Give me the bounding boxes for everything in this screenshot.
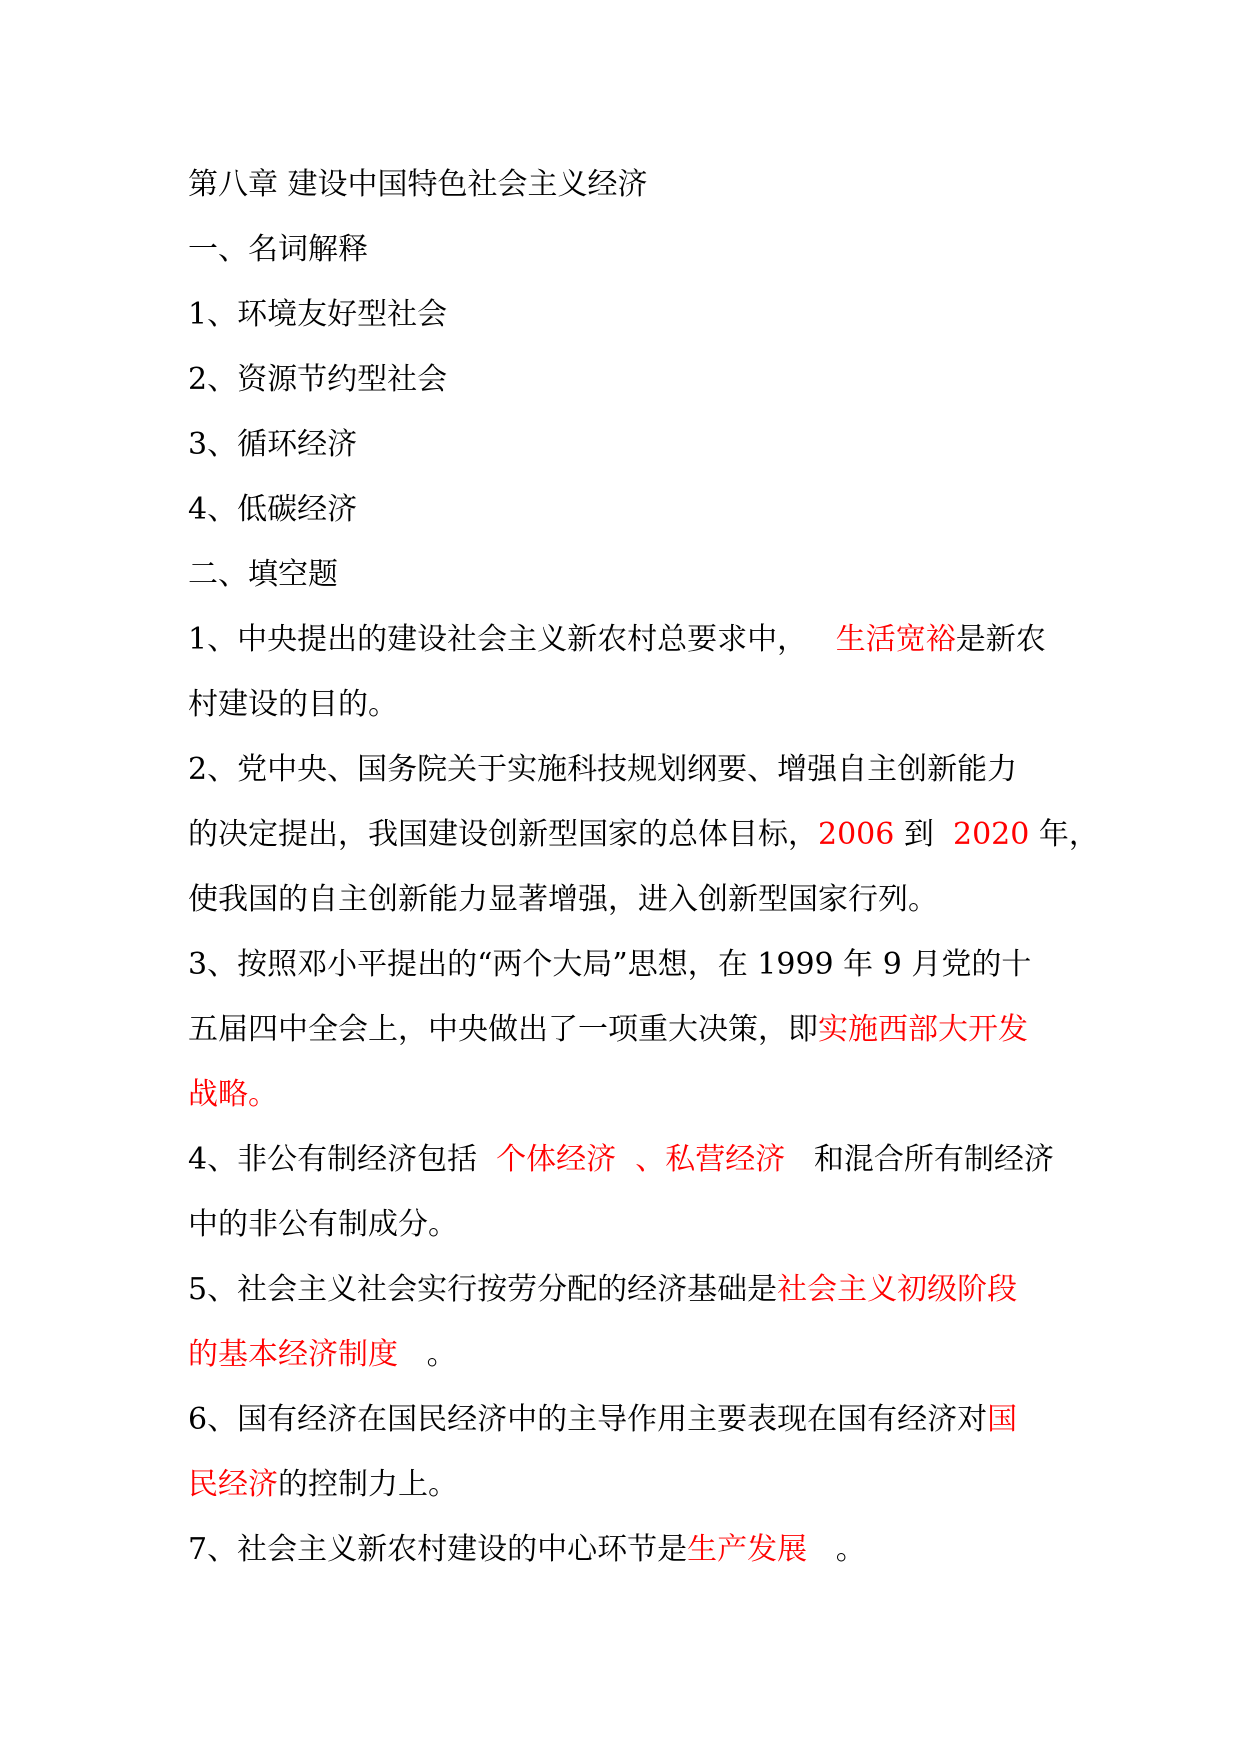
question-text: 的决定提出，我国建设创新型国家的总体目标， [188, 817, 818, 852]
question-2-line-2 [188, 802, 1099, 867]
question-3-line-2 [188, 997, 1068, 1062]
question-text: 。 [835, 1532, 866, 1567]
answer-text: 私营经济 [665, 1142, 786, 1177]
glossary-item: 3、循环经济 [188, 427, 358, 462]
question-6-line-1 [188, 1387, 1068, 1452]
answer-text: 2006 [818, 817, 895, 852]
glossary-item: 2、资源节约型社会 [188, 362, 448, 397]
question-text: 和混合所有制经济 [813, 1142, 1054, 1177]
answer-text: 的基本经济制度 [188, 1337, 398, 1372]
glossary-item: 1、环境友好型社会 [188, 297, 448, 332]
answer-text: 实施西部大开发 [818, 1012, 1028, 1047]
question-text: 6、国有经济在国民经济中的主导作用主要表现在国有经济对 [188, 1402, 988, 1437]
answer-text: 民经济 [188, 1467, 278, 1502]
answer-text: 2020 [952, 817, 1030, 852]
question-text: 。 [426, 1337, 457, 1372]
question-4-line-2: 中的非公有制成分。 [188, 1207, 458, 1242]
question-text: 4、非公有制经济包括 [188, 1142, 478, 1177]
answer-separator: 、 [635, 1142, 666, 1177]
question-3-line-3: 战略。 [188, 1077, 278, 1112]
question-text: 5、社会主义社会实行按劳分配的经济基础是 [188, 1272, 778, 1307]
section-heading-fill-blank: 二、填空题 [188, 557, 338, 592]
glossary-item: 4、低碳经济 [188, 492, 358, 527]
question-2-line-1: 2、党中央、国务院关于实施科技规划纲要、增强自主创新能力 [188, 752, 1018, 787]
document-body [188, 152, 1099, 1582]
answer-text: 社会主义初级阶段 [777, 1272, 1018, 1307]
question-1-line-1 [188, 607, 1068, 672]
question-4-line-1 [188, 1127, 1068, 1192]
question-text: 的控制力上。 [278, 1467, 458, 1502]
question-6-line-2 [188, 1452, 1068, 1517]
question-text: 1、中央提出的建设社会主义新农村总要求中， [188, 622, 808, 657]
question-5-line-1 [188, 1257, 1068, 1322]
question-text: 是新农 [955, 622, 1046, 657]
question-1-line-2: 村建设的目的。 [188, 687, 398, 722]
section-heading-glossary: 一、名词解释 [188, 232, 368, 267]
question-text: 7、社会主义新农村建设的中心环节是 [188, 1532, 688, 1567]
question-text: 五届四中全会上，中央做出了一项重大决策，即 [188, 1012, 818, 1047]
question-2-line-3: 使我国的自主创新能力显著增强，进入创新型国家行列。 [188, 882, 938, 917]
answer-text: 国 [987, 1402, 1018, 1437]
question-3-line-1: 3、按照邓小平提出的“两个大局”思想，在 1999 年 9 月党的十 [188, 947, 1032, 982]
question-7-line-1 [188, 1517, 1068, 1582]
answer-text: 生产发展 [687, 1532, 808, 1567]
chapter-title: 第八章 建设中国特色社会主义经济 [188, 167, 648, 202]
question-text: 年， [1038, 817, 1099, 852]
question-text: 到 [903, 817, 934, 852]
answer-text: 个体经济 [496, 1142, 617, 1177]
answer-text: 生活宽裕 [835, 622, 956, 657]
question-5-line-2 [188, 1322, 1068, 1387]
